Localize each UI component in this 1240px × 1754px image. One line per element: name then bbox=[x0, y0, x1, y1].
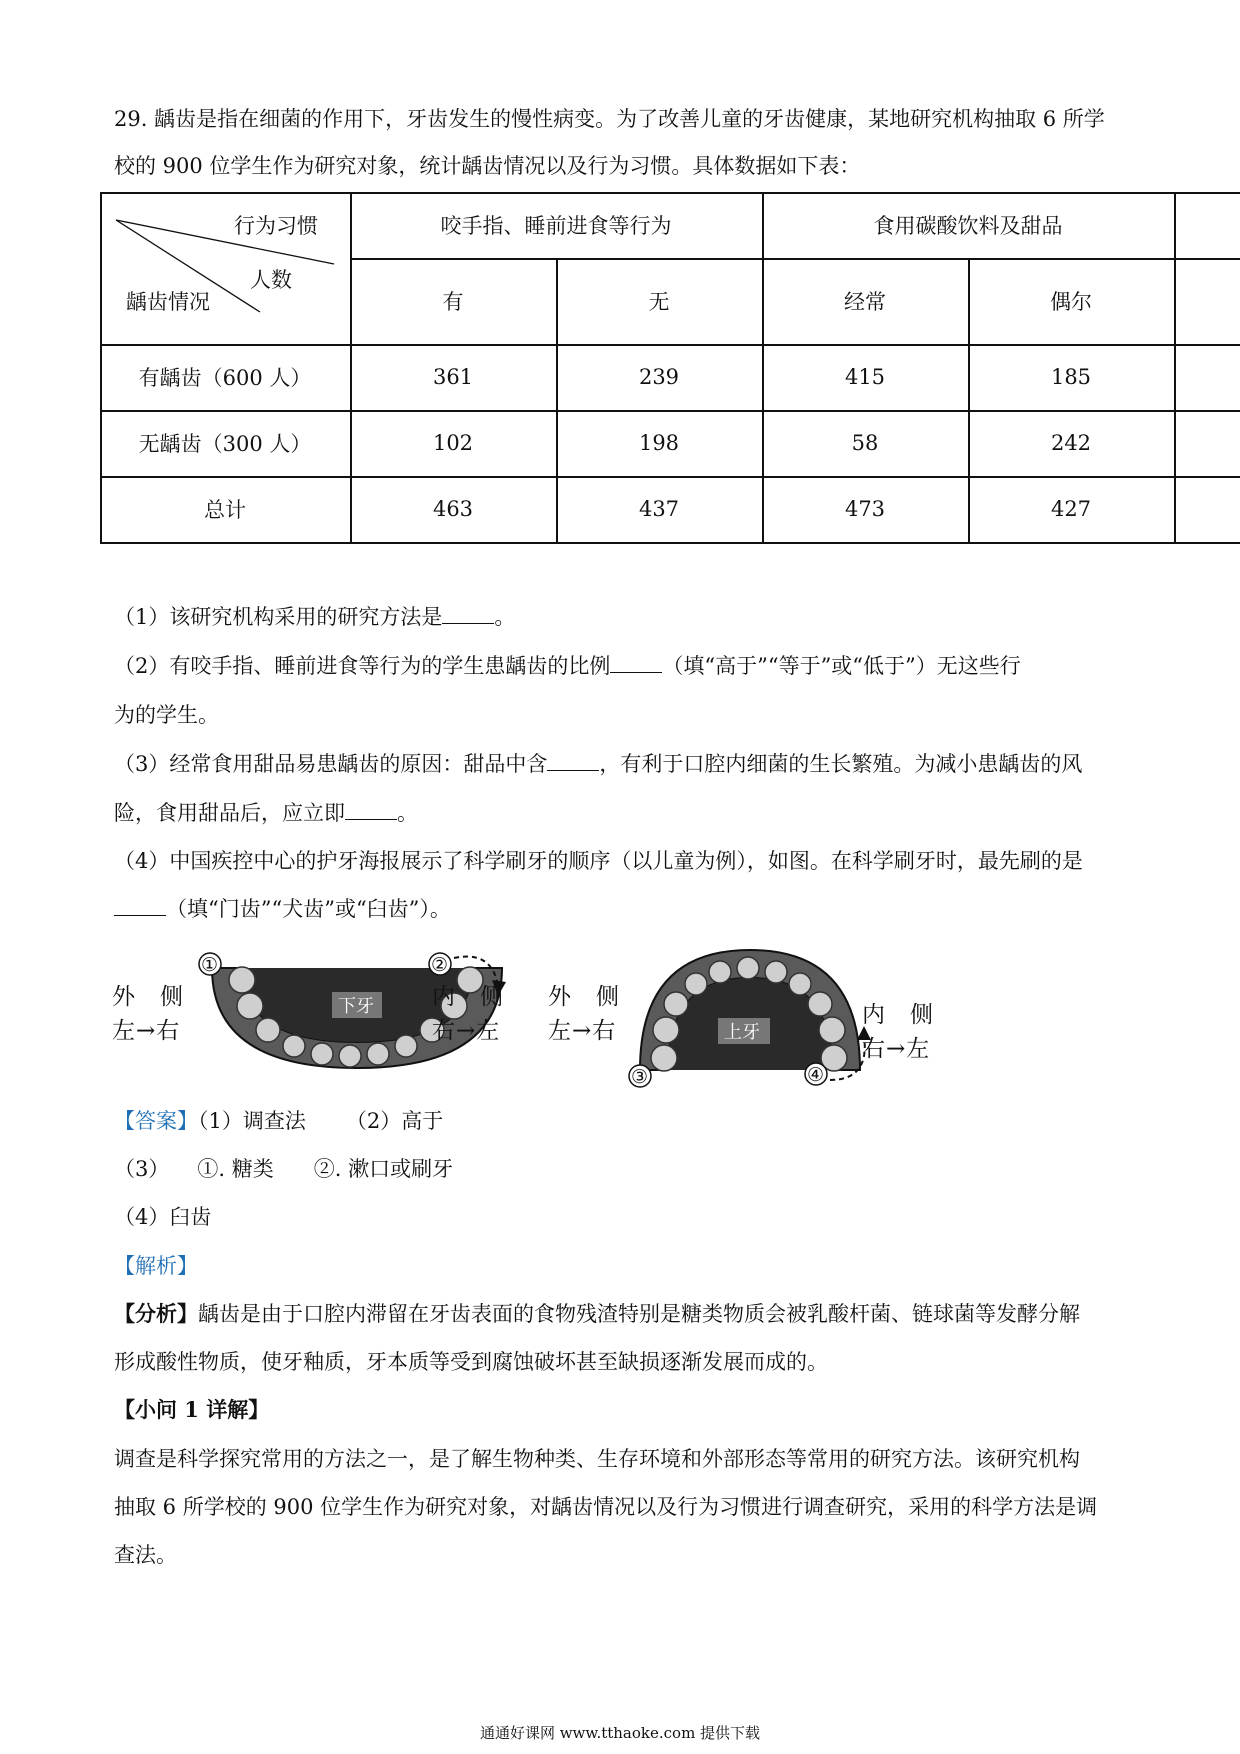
fenxi-text-1: 龋齿是由于口腔内滞留在牙齿表面的食物残渣特别是糖类物质会被乳酸杆菌、链球菌等发酵分解 bbox=[198, 1302, 1080, 1326]
answer-blank[interactable] bbox=[345, 801, 397, 820]
table-cell: 427 bbox=[1050, 497, 1092, 521]
answer-1: （1）调查法 bbox=[198, 1109, 306, 1133]
answer-tag: 【答案】 bbox=[114, 1109, 198, 1133]
subquestion-3-text-2: 险，食用甜品后，应立即 bbox=[114, 801, 345, 825]
corner-behavior-label: 行为习惯 bbox=[234, 214, 318, 238]
left-outer-direction: 左→右 bbox=[112, 1018, 181, 1044]
answer-line-1 bbox=[114, 1106, 443, 1136]
table-cell: 437 bbox=[638, 497, 680, 521]
question-line-1: 29. 龋齿是指在细菌的作用下，牙齿发生的慢性病变。为了改善儿童的牙齿健康，某地研究机构抽取 6 所学 bbox=[114, 107, 1105, 131]
subquestion-3-line-2 bbox=[114, 798, 418, 828]
subquestion-3-text: （3）经常食用甜品易患龋齿的原因：甜品中含 bbox=[114, 752, 548, 776]
row-label-no-caries: 无龋齿（300 人） bbox=[138, 432, 312, 456]
subheader-no: 无 bbox=[648, 290, 670, 314]
subquestion-4-hint: （填“门齿”“犬齿”或“臼齿”）。 bbox=[166, 897, 451, 921]
question-line-2: 校的 900 位学生作为研究对象，统计龋齿情况以及行为习惯。具体数据如下表： bbox=[114, 154, 861, 178]
table-cell: 198 bbox=[638, 431, 680, 455]
subquestion-1-text: （1）该研究机构采用的研究方法是 bbox=[114, 605, 443, 629]
table-cell: 185 bbox=[1050, 365, 1092, 389]
group-header-sweets: 食用碳酸饮料及甜品 bbox=[873, 214, 1063, 238]
marker-4: ④ bbox=[807, 1064, 825, 1086]
analysis-line-2: 形成酸性物质，使牙釉质，牙本质等受到腐蚀破坏甚至缺损逐渐发展而成的。 bbox=[114, 1350, 828, 1374]
analysis-tag: 【解析】 bbox=[114, 1254, 198, 1278]
subquestion-3-text-cont: ，有利于口腔内细菌的生长繁殖。为减小患龋齿的风 bbox=[599, 752, 1083, 776]
answer-2: （2）高于 bbox=[345, 1109, 444, 1133]
right-outer-direction: 左→右 bbox=[548, 1018, 617, 1044]
subquestion-2-line-2: 为的学生。 bbox=[114, 703, 219, 727]
answer-blank[interactable] bbox=[442, 605, 494, 624]
table-cell: 415 bbox=[844, 365, 886, 389]
lower-jaw-label: 下牙 bbox=[338, 996, 374, 1017]
detail-line-2: 抽取 6 所学校的 900 位学生作为研究对象，对龋齿情况以及行为习惯进行调查研究，采用的科学方法是调 bbox=[114, 1495, 1098, 1519]
fenxi-tag: 【分析】 bbox=[114, 1301, 198, 1326]
subquestion-2-line-1 bbox=[114, 651, 1021, 681]
answer-blank[interactable] bbox=[547, 752, 599, 771]
teeth-brushing-figure bbox=[110, 950, 950, 1088]
right-inner-direction: 右→左 bbox=[862, 1036, 931, 1062]
subquestion-4-line-1: （4）中国疾控中心的护牙海报展示了科学刷牙的顺序（以儿童为例），如图。在科学刷牙时，最先刷的是 bbox=[114, 849, 1083, 873]
subheader-occasionally: 偶尔 bbox=[1050, 290, 1092, 314]
subquestion-4-line-2 bbox=[114, 894, 451, 924]
survey-table bbox=[100, 192, 1240, 544]
detail-line-1: 调查是科学探究常用的方法之一，是了解生物种类、生存环境和外部形态等常用的研究方法。该研究机构 bbox=[114, 1447, 1080, 1471]
footer-text: 通通好课网 www.tthaoke.com 提供下载 bbox=[479, 1724, 761, 1742]
table-cell: 463 bbox=[432, 497, 474, 521]
subheader-often: 经常 bbox=[844, 290, 886, 314]
analysis-line-1 bbox=[114, 1299, 1080, 1329]
upper-teeth-illustration bbox=[620, 940, 880, 1090]
table-cell: 361 bbox=[432, 365, 474, 389]
answer-blank[interactable] bbox=[610, 654, 662, 673]
table-cell: 473 bbox=[844, 497, 886, 521]
corner-count-label: 人数 bbox=[250, 268, 292, 292]
marker-3: ③ bbox=[631, 1066, 649, 1088]
subquestion-1 bbox=[114, 602, 515, 632]
corner-caries-label: 龋齿情况 bbox=[126, 290, 210, 314]
left-inner-direction: 右→左 bbox=[432, 1018, 501, 1044]
table-cell: 239 bbox=[638, 365, 680, 389]
right-outer-label: 外 侧 bbox=[548, 984, 620, 1010]
subquestion-3-line-1 bbox=[114, 749, 1082, 779]
marker-1: ① bbox=[201, 954, 219, 976]
subquestion-2-hint: （填“高于”“等于”或“低于”）无这些行 bbox=[662, 654, 1021, 678]
answer-line-2 bbox=[114, 1154, 453, 1184]
upper-jaw-label: 上牙 bbox=[724, 1022, 760, 1043]
subquestion-2-text: （2）有咬手指、睡前进食等行为的学生患龋齿的比例 bbox=[114, 654, 611, 678]
detail-line-3: 查法。 bbox=[114, 1543, 177, 1567]
row-label-caries: 有龋齿（600 人） bbox=[138, 366, 312, 390]
table-cell: 102 bbox=[432, 431, 474, 455]
table-cell: 242 bbox=[1050, 431, 1092, 455]
answer-blank[interactable] bbox=[114, 897, 166, 916]
answer-3-label: （3） bbox=[114, 1157, 170, 1181]
left-outer-label: 外 侧 bbox=[112, 984, 184, 1010]
subquestion-3-end: 。 bbox=[397, 801, 418, 825]
subheader-yes: 有 bbox=[442, 290, 464, 314]
table-cell: 58 bbox=[851, 431, 879, 455]
left-inner-label: 内 侧 bbox=[432, 984, 504, 1010]
answer-3-part-2: ②. 漱口或刷牙 bbox=[313, 1157, 454, 1181]
marker-2: ② bbox=[431, 954, 449, 976]
right-inner-label: 内 侧 bbox=[862, 1002, 934, 1028]
group-header-habit: 咬手指、睡前进食等行为 bbox=[440, 214, 672, 238]
row-label-total: 总计 bbox=[204, 498, 246, 522]
answer-line-3: （4）臼齿 bbox=[114, 1205, 212, 1229]
answer-3-part-1: ①. 糖类 bbox=[197, 1157, 274, 1181]
subquestion-1-end: 。 bbox=[494, 605, 516, 629]
detail-tag: 【小问 1 详解】 bbox=[114, 1397, 270, 1422]
